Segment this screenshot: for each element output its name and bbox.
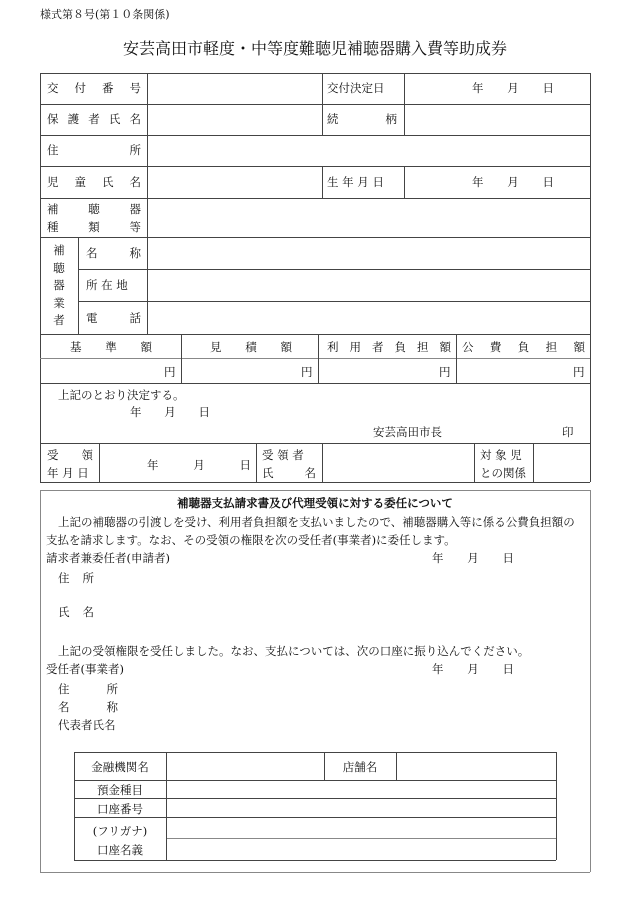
- vendor-name-field[interactable]: [148, 238, 589, 269]
- receipt-date-label-line2: 年 月 日: [47, 466, 89, 480]
- issue-number-field[interactable]: [148, 74, 321, 104]
- trustee-address-field[interactable]: [125, 677, 570, 697]
- vendor-phone-field[interactable]: [148, 302, 589, 334]
- target-child-relation-label-line1: 対 象 児: [480, 448, 522, 462]
- decision-statement: 上記のとおり決定する。: [58, 388, 185, 402]
- address-label: 住 所: [47, 143, 141, 157]
- relationship-label: 続 柄: [327, 112, 397, 126]
- decision-date-field[interactable]: 年 月 日: [472, 81, 554, 95]
- trustee-name-label: 名 称: [58, 699, 118, 714]
- standard-amount-label: 基 準 額: [70, 339, 152, 354]
- vendor-name-label: 名 称: [86, 246, 141, 260]
- address-field[interactable]: [148, 136, 589, 166]
- requester-date[interactable]: 年 月 日: [432, 550, 514, 565]
- vendor-location-field[interactable]: [148, 270, 589, 301]
- user-burden-label: 利 用 者 負 担 額: [327, 339, 451, 354]
- page-title: 安芸高田市軽度・中等度難聴児補聴器購入費等助成券: [122, 39, 507, 58]
- representative-label: 代表者氏名: [58, 718, 116, 732]
- yen-unit: 円: [439, 365, 451, 379]
- child-name-label: 児 童 氏 名: [47, 175, 141, 189]
- public-burden-label: 公 費 負 担 額: [462, 339, 585, 354]
- deposit-type-label: 預金種目: [97, 783, 143, 797]
- furigana-field[interactable]: [167, 818, 556, 838]
- furigana-label: (フリガナ): [92, 824, 148, 838]
- relationship-field[interactable]: [405, 105, 589, 135]
- account-number-field[interactable]: [167, 799, 556, 817]
- guardian-name-label: 保 護 者 氏 名: [47, 112, 141, 126]
- yen-unit: 円: [301, 365, 313, 379]
- requester-label: 請求者兼委任者(申請者): [46, 551, 170, 565]
- branch-label: 店舗名: [342, 760, 378, 774]
- trustee-date[interactable]: 年 月 日: [432, 661, 514, 676]
- trustee-label: 受任者(事業者): [46, 662, 124, 676]
- yen-unit: 円: [573, 365, 585, 379]
- branch-field[interactable]: [397, 753, 556, 780]
- public-burden-field[interactable]: [457, 359, 590, 383]
- receipt-date-label-line1: 受 領: [47, 447, 93, 462]
- estimate-amount-label: 見 積 額: [210, 339, 292, 354]
- bank-institution-label: 金融機関名: [91, 760, 149, 774]
- hearing-aid-type-field[interactable]: [148, 199, 589, 237]
- standard-amount-field[interactable]: [41, 359, 181, 383]
- receipt-date-field[interactable]: 年 月 日: [147, 457, 251, 472]
- form-number: 様式第８号(第１０条関係): [40, 8, 170, 21]
- requester-address-label: 住 所: [58, 570, 94, 585]
- child-name-field[interactable]: [148, 167, 321, 198]
- vendor-phone-label: 電 話: [86, 311, 141, 325]
- trustee-address-label: 住 所: [58, 681, 118, 696]
- birth-date-field[interactable]: 年 月 日: [472, 175, 554, 189]
- account-name-label: 口座名義: [97, 843, 143, 857]
- receiver-label-line1: 受 領 者: [262, 448, 304, 462]
- seal-mark: 印: [562, 425, 574, 439]
- bank-institution-field[interactable]: [167, 753, 324, 780]
- estimate-amount-field[interactable]: [182, 359, 318, 383]
- vendor-side-label: 補 聴 器 業 者: [53, 243, 65, 327]
- account-number-label: 口座番号: [97, 802, 143, 816]
- deposit-type-field[interactable]: [167, 781, 556, 798]
- requester-name-label: 氏 名: [58, 604, 94, 619]
- vendor-location-label: 所 在 地: [86, 278, 128, 292]
- requester-name-field[interactable]: [100, 600, 570, 622]
- receiver-name-field[interactable]: [323, 444, 474, 482]
- acceptance-paragraph: 上記の受領権限を受任しました。なお、支払については、次の口座に振り込んでください。: [58, 644, 530, 658]
- account-name-field[interactable]: [167, 839, 556, 860]
- hearing-aid-type-label-line2: 種 類 等: [47, 219, 141, 234]
- representative-field[interactable]: [125, 713, 570, 733]
- yen-unit: 円: [164, 365, 176, 379]
- mayor-title: 安芸高田市長: [373, 425, 442, 439]
- guardian-name-field[interactable]: [148, 105, 321, 135]
- birth-date-label: 生 年 月 日: [327, 175, 384, 189]
- trustee-name-field[interactable]: [125, 695, 570, 715]
- receiver-label-line2: 氏 名: [262, 465, 316, 480]
- requester-address-field[interactable]: [100, 566, 570, 588]
- user-burden-field[interactable]: [319, 359, 456, 383]
- decision-date-label: 交付決定日: [327, 81, 385, 95]
- issue-number-label: 交 付 番 号: [47, 81, 141, 95]
- target-child-relation-label-line2: との関係: [480, 466, 526, 480]
- target-child-relation-field[interactable]: [534, 444, 590, 482]
- decision-date-line: 年 月 日: [130, 404, 210, 419]
- hearing-aid-type-label-line1: 補 聴 器: [47, 201, 141, 216]
- request-paragraph-line2: 支払を請求します。なお、その受領の権限を次の受任者(事業者)に委任します。: [46, 533, 456, 547]
- request-paragraph-line1: 上記の補聴器の引渡しを受け、利用者負担額を支払いましたので、補聴器購入等に係る公費負担額の: [58, 515, 575, 529]
- delegation-title: 補聴器支払請求書及び代理受領に対する委任について: [177, 496, 453, 510]
